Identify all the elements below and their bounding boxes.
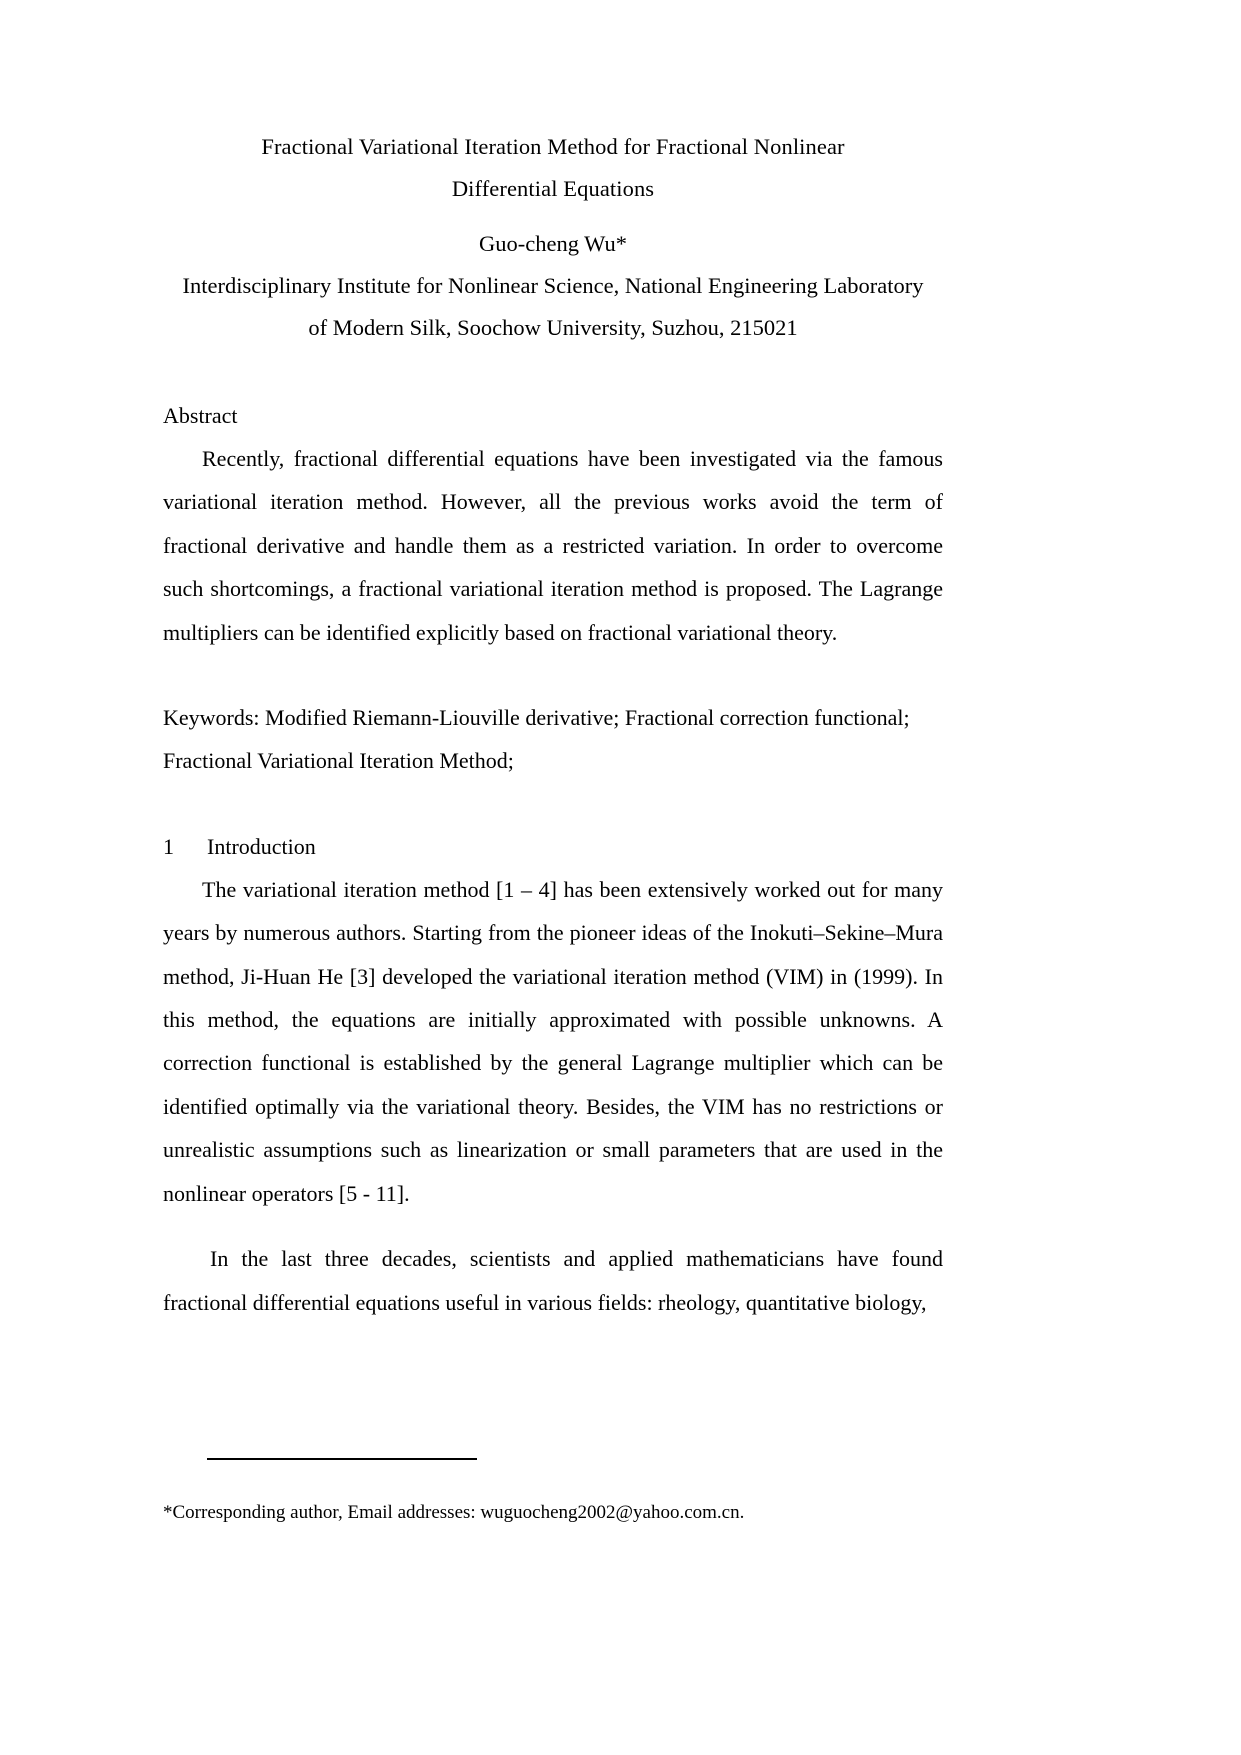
abstract-body: Recently, fractional differential equations have been investigated via the famous variational iteration method. However, all the previous works avoid the term of fractional derivative and handle them as a restricted variation. In order to overcome such shortcomings, a fractional variational iteration method is proposed. The Lagrange multipliers can be identified explicitly based on fractional variational theory. bbox=[163, 446, 943, 645]
spacer-before-keywords bbox=[163, 654, 943, 696]
spacer-before-introduction bbox=[163, 783, 943, 825]
page-content bbox=[163, 0, 943, 1324]
introduction-paragraph-1: The variational iteration method [1 – 4] has been extensively worked out for many years by numerous authors. Starting from the pioneer ideas of the Inokuti–Sekine–Mura method, Ji-Huan He [3] developed the variational iteration method (VIM) in (1999). In this method, the equations are initially approximated with possible unknowns. A correction functional is established by the general Lagrange multiplier which can be identified optimally via the variational theory. Besides, the VIM has no restrictions or unrealistic assumptions such as linearization or small parameters that are used in the nonlinear operators [5 - 11]. bbox=[163, 876, 943, 1206]
introduction-heading-label: Introduction bbox=[207, 833, 316, 859]
keywords-text: Keywords: Modified Riemann-Liouville derivative; Fractional correction functional; Fractional Variational Iteration Method; bbox=[163, 705, 910, 774]
abstract-heading: Abstract bbox=[163, 403, 238, 428]
introduction-paragraph-2: In the last three decades, scientists and applied mathematicians have found fractional differential equations useful in various fields: rheology, quantitative biology, bbox=[163, 1246, 943, 1315]
footnote-corresponding-author: *Corresponding author, Email addresses: wuguocheng2002@yahoo.com.cn. bbox=[163, 1502, 745, 1523]
affiliation-line-2: of Modern Silk, Soochow University, Suzhou, 215021 bbox=[308, 315, 798, 340]
affiliation-line-1: Interdisciplinary Institute for Nonlinear Science, National Engineering Laboratory bbox=[182, 273, 924, 298]
title-block bbox=[163, 126, 943, 349]
paper-title-line-1: Fractional Variational Iteration Method for Fractional Nonlinear bbox=[261, 134, 845, 159]
introduction-heading bbox=[163, 825, 943, 868]
introduction-section-number: 1 bbox=[163, 833, 174, 859]
footnote-separator-rule bbox=[207, 1458, 477, 1460]
footnote-area bbox=[163, 1458, 943, 1528]
spacer-after-title bbox=[163, 349, 943, 395]
author-name: Guo-cheng Wu* bbox=[478, 231, 628, 256]
paper-title-line-2: Differential Equations bbox=[451, 176, 655, 201]
spacer-between-paragraphs bbox=[163, 1215, 943, 1237]
